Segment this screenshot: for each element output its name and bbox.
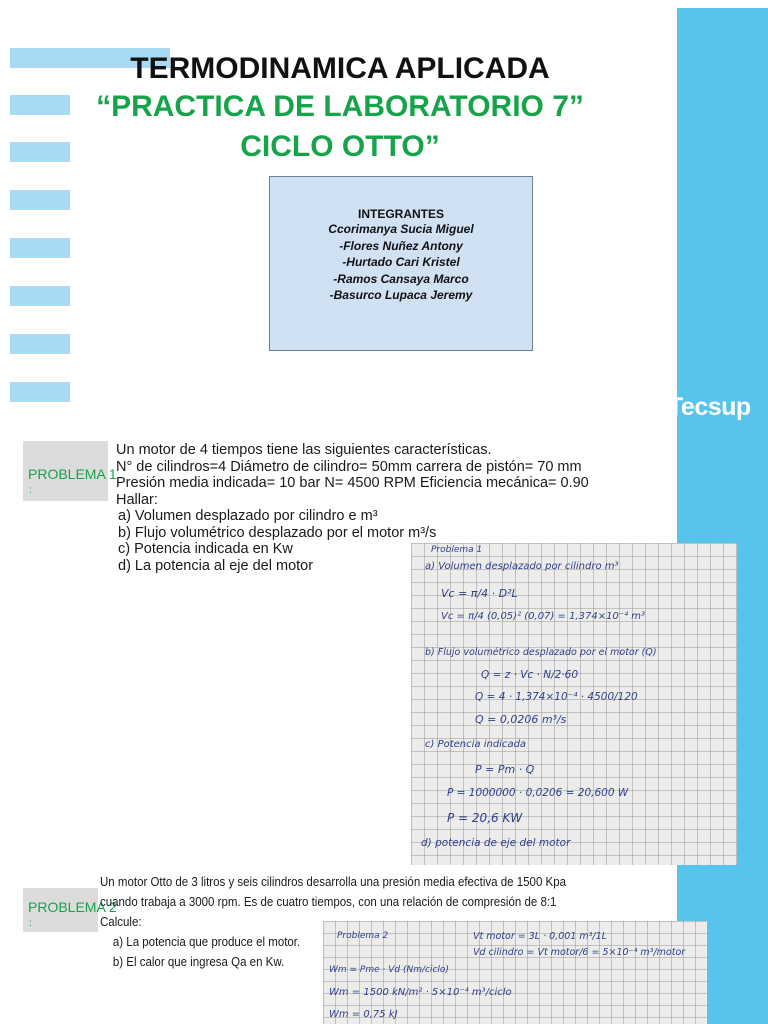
hw-line: Wm = 1500 kN/m² · 5×10⁻⁴ m³/ciclo — [329, 987, 512, 998]
right-accent-bar — [677, 8, 768, 1024]
hw-line: Wm = Pme · Vd (Nm/ciclo) — [329, 965, 449, 975]
hw-line: a) Volumen desplazado por cilindro m³ — [425, 561, 619, 572]
hw-line: Vd cilindro = Vt motor/6 = 5×10⁻⁴ m³/motor — [473, 947, 686, 958]
problem2-label: PROBLEMA 2 — [28, 899, 117, 915]
problem2-label-colon: : — [29, 918, 32, 929]
hw-line: Q = 0,0206 m³/s — [475, 713, 567, 726]
hw-line: c) Potencia indicada — [425, 739, 527, 750]
handwritten-solution-photo-2 — [323, 921, 707, 1024]
problem1-item: b) Flujo volumétrico desplazado por el motor m³/s — [118, 524, 437, 541]
member-name: -Basurco Lupaca Jeremy — [329, 288, 473, 302]
problem2-line: cuando trabaja a 3000 rpm. Es de cuatro tiempos, con una relación de compresión de 8:1 — [100, 895, 557, 909]
problem2-line: Calcule: — [100, 915, 142, 929]
hw-line: Vt motor = 3L · 0,001 m³/1L — [473, 931, 607, 942]
member-name: -Flores Nuñez Antony — [339, 238, 463, 253]
problem1-line: N° de cilindros=4 Diámetro de cilindro= 50mm carrera de pistón= 70 mm — [116, 458, 582, 475]
members-heading: INTEGRANTES — [357, 207, 444, 221]
hw-line: Vc = π/4 · D²L — [441, 587, 518, 600]
hw-line: Problema 2 — [337, 931, 389, 941]
decor-stripe — [10, 334, 70, 354]
member-name: -Hurtado Cari Kristel — [342, 255, 460, 269]
problem2-item: b) El calor que ingresa Qa en Kw. — [112, 955, 285, 969]
hw-line: b) Flujo volumétrico desplazado por el motor (Q) — [425, 647, 657, 658]
page-subtitle-line2: CICLO OTTO” — [240, 130, 440, 163]
hw-line: P = 20,6 KW — [447, 811, 523, 825]
tecsup-logo: Tecsup — [668, 393, 751, 421]
hw-line: Q = 4 · 1,374×10⁻⁴ · 4500/120 — [475, 691, 638, 703]
problem2-item: a) La potencia que produce el motor. — [112, 935, 301, 949]
page-title: TERMODINAMICA APLICADA — [130, 52, 550, 85]
hw-line: Problema 1 — [431, 545, 483, 555]
members-box — [269, 176, 533, 351]
hw-line: Wm = 0,75 kJ — [329, 1009, 398, 1020]
problem1-line: Hallar: — [116, 491, 158, 508]
hw-line: P = 1000000 · 0,0206 = 20,600 W — [447, 787, 629, 799]
problem1-line: Un motor de 4 tiempos tiene las siguientes características. — [116, 442, 492, 458]
decor-stripe — [10, 382, 70, 402]
decor-stripe — [10, 190, 70, 210]
decor-stripe — [10, 238, 70, 258]
problem1-item: c) Potencia indicada en Kw — [118, 541, 293, 557]
hw-line: Q = z · Vc · N/2·60 — [481, 669, 579, 681]
handwritten-solution-photo-1 — [411, 543, 737, 865]
problem2-line: Un motor Otto de 3 litros y seis cilindros desarrolla una presión media efectiva de 1500 Kpa — [100, 875, 566, 889]
problem1-label-colon: : — [29, 485, 32, 496]
member-name: Ccorimanya Sucia Miguel — [328, 222, 474, 236]
problem1-line: Presión media indicada= 10 bar N= 4500 RPM Eficiencia mecánica= 0.90 — [116, 475, 589, 491]
decor-stripe — [10, 286, 70, 306]
problem1-label: PROBLEMA 1 — [28, 466, 117, 482]
page-subtitle: “PRACTICA DE LABORATORIO 7” — [96, 90, 584, 123]
member-name: -Ramos Cansaya Marco — [333, 271, 469, 286]
hw-line: P = Pm · Q — [475, 763, 535, 776]
problem1-item: d) La potencia al eje del motor — [118, 557, 314, 574]
hw-line: d) potencia de eje del motor — [421, 837, 571, 849]
hw-line: Vc = π/4 (0,05)² (0,07) = 1,374×10⁻⁴ m³ — [441, 611, 646, 622]
problem1-item: a) Volumen desplazado por cilindro e m³ — [118, 508, 378, 524]
